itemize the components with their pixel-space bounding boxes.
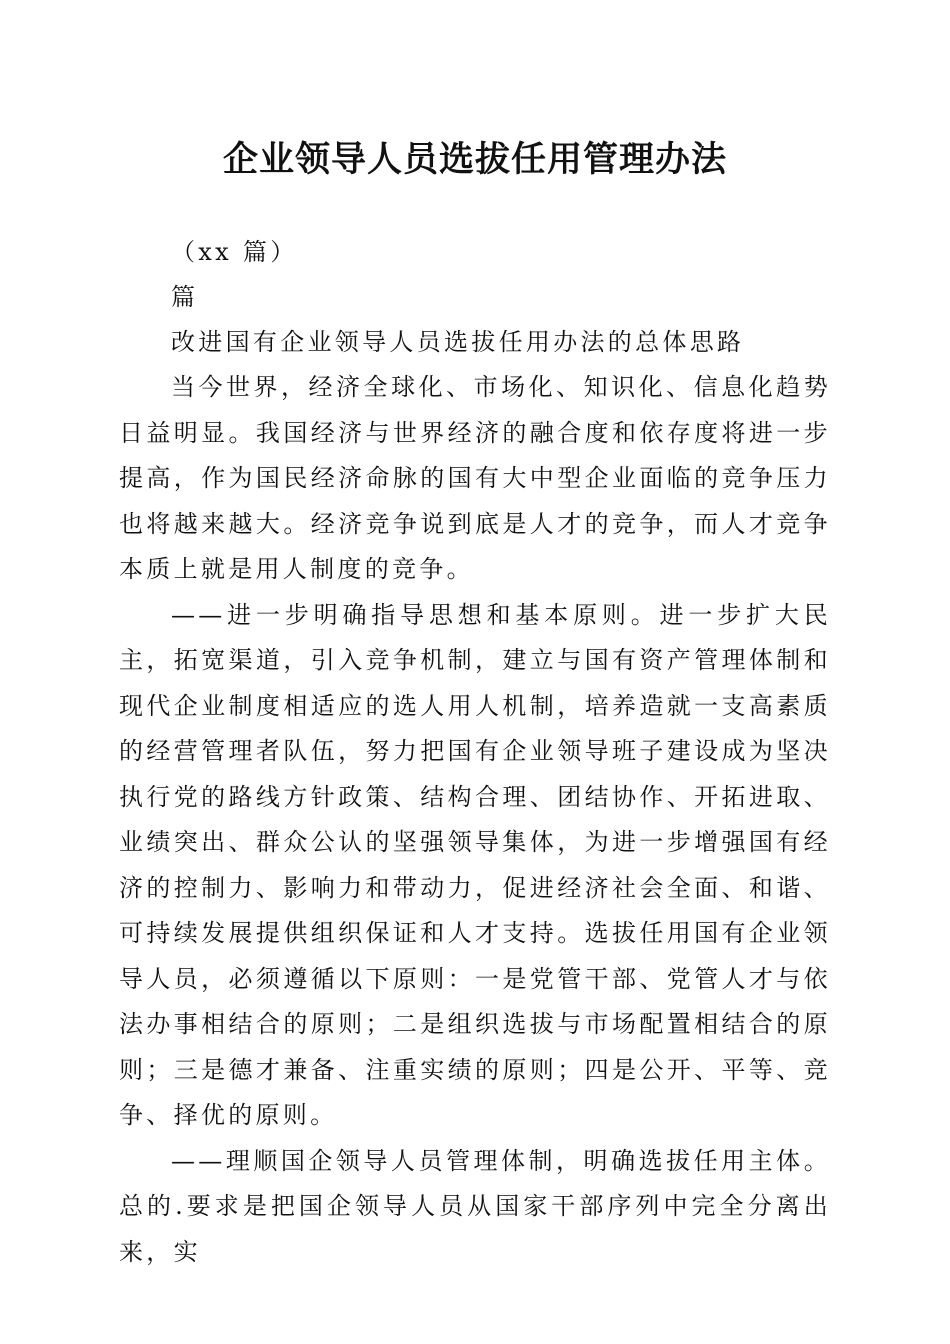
- document-title: 企业领导人员选拔任用管理办法: [222, 139, 727, 180]
- paragraph: ——理顺国企领导人员管理体制，明确选拔任用主体。总的.要求是把国企领导人员从国家干部序列中完全分离出来，实: [119, 1146, 831, 1266]
- document-subtitle: （xx 篇）: [171, 238, 298, 266]
- section-marker: 篇: [171, 283, 199, 311]
- paragraph: ——进一步明确指导思想和基本原则。进一步扩大民主，拓宽渠道，引入竞争机制，建立与国有资产管理体制和现代企业制度相适应的选人用人机制，培养造就一支高素质的经营管理者队伍，努力把国有企业领导班子建设成为坚决执行党的路线方针政策、结构合理、团结协作、开拓进取、业绩突出、群众公认的坚强领导集体，为进一步增强国有经济的控制力、影响力和带动力，促进经济社会全面、和谐、可持续发展提供组织保证和人才支持。选拔任用国有企业领导人员，必须遵循以下原则：一是党管干部、党管人才与依法办事相结合的原则；二是组织选拔与市场配置相结合的原则；三是德才兼备、注重实绩的原则；四是公开、平等、竞争、择优的原则。: [119, 600, 831, 1129]
- section-heading: 改进国有企业领导人员选拔任用办法的总体思路: [171, 328, 745, 356]
- document-body: [119, 365, 831, 1275]
- paragraph: 当今世界，经济全球化、市场化、知识化、信息化趋势日益明显。我国经济与世界经济的融合度和依存度将进一步提高，作为国民经济命脉的国有大中型企业面临的竞争压力也将越来越大。经济竞争说到底是人才的竞争，而人才竞争本质上就是用人制度的竞争。: [119, 373, 831, 583]
